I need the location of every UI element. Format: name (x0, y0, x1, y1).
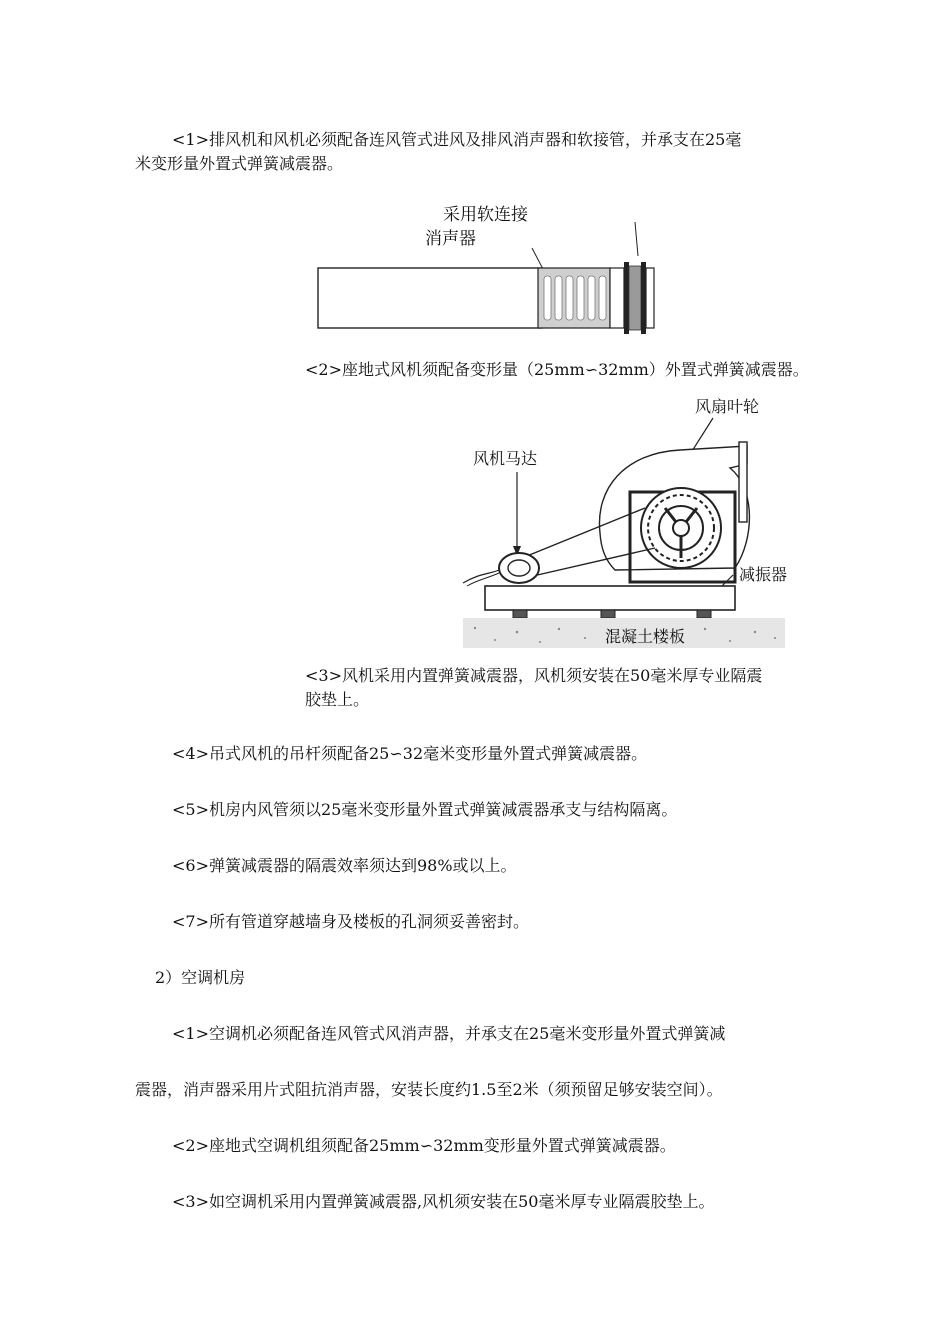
paragraph-3-line-1: <3>风机采用内置弹簧减震器，风机须安装在50毫米厚专业隔震 (305, 666, 763, 685)
section-2-paragraph-2: <2>座地式空调机组须配备25mm∽32mm变形量外置式弹簧减震器。 (172, 1136, 676, 1155)
paragraph-6: <6>弹簧减震器的隔震效率须达到98%或以上。 (172, 856, 517, 875)
label-concrete-floor: 混凝土楼板 (605, 627, 686, 646)
duct-body (318, 268, 542, 328)
label-soft-connection: 采用软连接 (443, 205, 528, 225)
fan-base (485, 586, 735, 610)
paragraph-7: <7>所有管道穿越墙身及楼板的孔洞须妥善密封。 (172, 912, 529, 931)
soft-connection-leader (635, 222, 638, 256)
label-impeller: 风扇叶轮 (695, 397, 760, 416)
flange-left (624, 262, 629, 334)
section-2-paragraph-1-line-2: 震器，消声器采用片式阻抗消声器，安装长度约1.5至2米（须预留足够安装空间）。 (135, 1080, 723, 1099)
paragraph-1-line-1: <1>排风机和风机必须配备连风管式进风及排风消声器和软接管，并承支在25毫 (172, 130, 742, 149)
label-silencer: 消声器 (425, 229, 476, 249)
flange-right (641, 262, 646, 334)
paragraph-5: <5>机房内风管须以25毫米变形量外置式弹簧减震器承支与结构隔离。 (172, 800, 678, 819)
paragraph-1-line-2: 米变形量外置式弹簧减震器。 (135, 154, 344, 173)
label-damper: 减振器 (738, 565, 788, 584)
soft-connector (629, 266, 641, 330)
floor-fan-diagram (455, 388, 790, 650)
section-2-paragraph-3: <3>如空调机采用内置弹簧减震器,风机须安装在50毫米厚专业隔震胶垫上。 (172, 1192, 715, 1211)
paragraph-3-line-2: 胶垫上。 (305, 690, 370, 709)
section-2-heading: 2）空调机房 (155, 968, 246, 987)
paragraph-4: <4>吊式风机的吊杆须配备25∽32毫米变形量外置式弹簧减震器。 (172, 744, 648, 763)
spring-dampers (513, 610, 711, 618)
section-2-paragraph-1-line-1: <1>空调机必须配备连风管式风消声器，并承支在25毫米变形量外置式弹簧减 (172, 1024, 726, 1043)
paragraph-2: <2>座地式风机须配备变形量（25mm∽32mm）外置式弹簧减震器。 (305, 360, 809, 379)
label-motor: 风机马达 (473, 449, 538, 468)
silencer-diagram (310, 196, 670, 336)
